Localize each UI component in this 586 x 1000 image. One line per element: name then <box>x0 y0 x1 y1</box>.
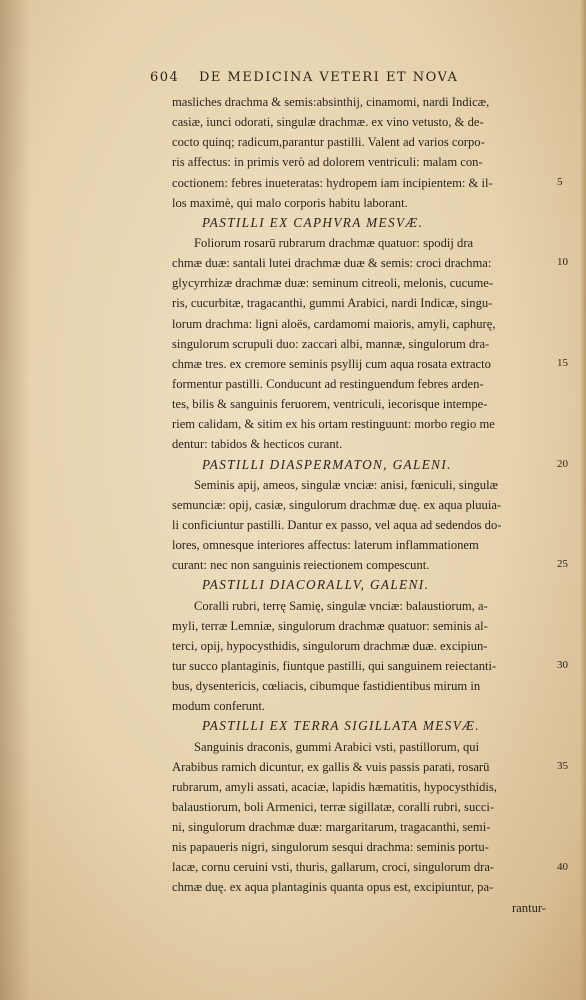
text-line: li conficiuntur pastilli. Dantur ex passo, vel aqua ad sedendos do- <box>172 517 502 532</box>
text-line: los maximè, qui malo corporis habitu laborant. <box>172 195 408 210</box>
margin-line-number: 10 <box>557 256 568 269</box>
text-line: chmæ duæ: santali lutei drachmæ duæ & semis: croci drachma: <box>172 256 492 271</box>
running-title: DE MEDICINA VETERI ET NOVA <box>198 70 459 85</box>
text-line: chmæ duę. ex aqua plantaginis quanta opus est, excipiuntur, pa- <box>172 880 494 895</box>
text-line: lores, omnesque interiores affectus: laterum inflammationem <box>172 538 479 553</box>
margin-line-number: 20 <box>557 457 568 470</box>
text-line: terci, opij, hypocysthidis, singulorum drachmæ duæ. excipiun- <box>172 638 488 653</box>
page-edge <box>580 0 586 1000</box>
margin-line-number: 40 <box>557 860 568 873</box>
margin-line-number: 30 <box>557 659 568 672</box>
text-block <box>172 92 552 918</box>
margin-line-number: 35 <box>557 759 568 772</box>
text-line: lorum drachma: ligni aloës, cardamomi maioris, amyli, caphurę, <box>172 316 496 331</box>
margin-line-number: 25 <box>557 558 568 571</box>
page-number: 604 <box>150 70 180 85</box>
text-line: chmæ tres. ex cremore seminis psyllij cum aqua rosata extracto <box>172 356 491 371</box>
text-line: lacæ, cornu ceruini vsti, thuris, gallarum, croci, singulorum dra- <box>172 860 495 875</box>
gutter-shadow <box>0 0 30 1000</box>
section-heading: PASTILLI DIASPERMATON, GALENI. <box>202 456 452 472</box>
text-line: tur succo plantaginis, fiuntque pastilli, qui sanguinem reiectanti- <box>172 658 497 673</box>
text-line: ris, cucurbitæ, tragacanthi, gummi Arabici, nardi Indicæ, singu- <box>172 296 493 311</box>
text-line: myli, terræ Lemniæ, singulorum drachmæ quatuor: seminis al- <box>172 618 488 633</box>
text-line: balaustiorum, boli Armenici, terræ sigillatæ, coralli rubri, succi- <box>172 799 495 814</box>
running-header <box>150 70 530 85</box>
text-line: Sanguinis draconis, gummi Arabici vsti, pastillorum, qui <box>194 739 480 754</box>
text-line: cocto quinq; radicum,parantur pastilli. Valent ad varios corpo- <box>172 135 485 150</box>
text-line: Foliorum rosarū rubrarum drachmæ quatuor: spodij dra <box>194 235 474 250</box>
text-line: ris affectus: in primis verò ad dolorem ventriculi: malam con- <box>172 155 483 170</box>
text-line: rubrarum, amyli assati, acaciæ, lapidis hæmatitis, hypocysthidis, <box>172 779 497 794</box>
text-line: Arabibus ramich dicuntur, ex gallis & vuis passis parati, rosarū <box>172 759 490 774</box>
text-line: Seminis apij, ameos, singulæ vnciæ: anisi, fœniculi, singulæ <box>194 477 498 492</box>
text-line: bus, dysentericis, cœliacis, cibumque fastidientibus mirum in <box>172 679 481 694</box>
text-line: singulorum scrupuli duo: zaccari albi, mannæ, singulorum dra- <box>172 336 490 351</box>
text-line: dentur: tabidos & hecticos curant. <box>172 437 343 452</box>
text-line: riem calidam, & sitim ex his ortam restinguunt: morbo regio me <box>172 417 495 432</box>
text-line: Coralli rubri, terrę Samię, singulæ vnciæ: balaustiorum, a- <box>194 598 488 613</box>
margin-line-number: 5 <box>557 175 563 188</box>
section-heading: PASTILLI DIACORALLV, GALENI. <box>202 577 430 593</box>
text-line: ni, singulorum drachmæ duæ: margaritarum, tragacanthi, semi- <box>172 820 491 835</box>
text-line: coctionem: febres inueteratas: hydropem iam incipientem: & il- <box>172 175 493 190</box>
text-line: tes, bilis & sanguinis feruorem, ventriculi, iecorisque intempe- <box>172 397 488 412</box>
text-line: casiæ, iunci odorati, singulæ drachmæ. ex vino vetusto, & de- <box>172 115 484 130</box>
text-line: modum conferunt. <box>172 699 266 714</box>
section-heading: PASTILLI EX TERRA SIGILLATA MESVÆ. <box>202 718 481 734</box>
text-line: glycyrrhizæ drachmæ duæ: seminum citreoli, melonis, cucume- <box>172 276 494 291</box>
text-line: semunciæ: opij, casiæ, singulorum drachmæ duę. ex aqua pluuia- <box>172 497 502 512</box>
text-line: formentur pastilli. Conducunt ad restinguendum febres arden- <box>172 376 484 391</box>
margin-line-number: 15 <box>557 356 568 369</box>
section-heading: PASTILLI EX CAPHVRA MESVÆ. <box>202 214 424 230</box>
text-line: curant: nec non sanguinis reiectionem compescunt. <box>172 558 430 573</box>
text-line: masliches drachma & semis:absinthij, cinamomi, nardi Indicæ, <box>172 95 490 109</box>
catchword: rantur- <box>511 900 546 915</box>
text-line: nis papaueris nigri, singulorum sesqui drachma: seminis portu- <box>172 840 489 855</box>
